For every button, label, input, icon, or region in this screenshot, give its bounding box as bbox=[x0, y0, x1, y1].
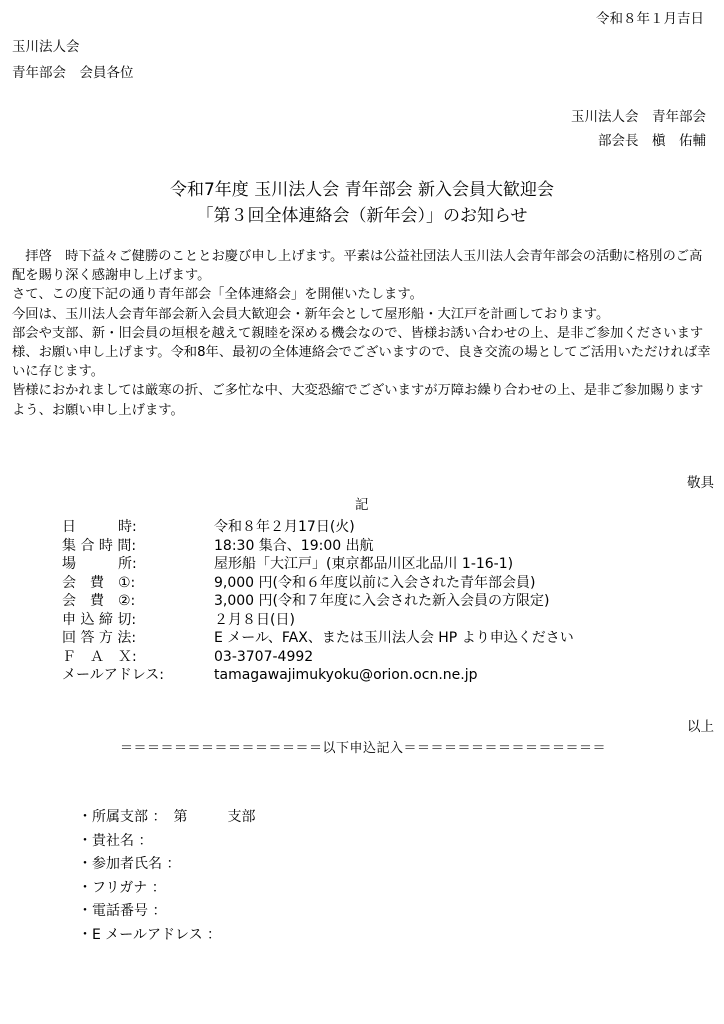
detail-row-fee-2 bbox=[62, 592, 574, 611]
form-row-branch bbox=[78, 806, 255, 830]
detail-value: 03-3707-4992 bbox=[214, 648, 314, 665]
body-paragraph: 皆様におかれましては厳寒の折、ご多忙な中、大変恐縮でございますが万障お繰り合わせの上、是非ご参加賜りますよう、お願い申し上げます。 bbox=[12, 383, 704, 418]
detail-label: 集 合 時 間: bbox=[62, 537, 137, 554]
detail-value: 令和８年２月17日(火) bbox=[214, 519, 355, 535]
detail-row-meeting-time bbox=[62, 537, 574, 556]
detail-label: 会 費 ②: bbox=[62, 593, 136, 609]
title-line-1: 令和7年度 玉川法人会 青年部会 新入会員大歓迎会 bbox=[169, 180, 555, 200]
body-paragraph: さて、この度下記の通り青年部会「全体連絡会」を開催いたします。 bbox=[12, 287, 423, 303]
detail-value: ２月８日(日) bbox=[214, 611, 295, 628]
detail-row-email bbox=[62, 666, 574, 685]
phone-label: ・電話番号 ： bbox=[78, 903, 167, 920]
closing-keigu: 敬具 bbox=[687, 475, 714, 491]
branch-suffix: 支部 bbox=[227, 809, 256, 825]
detail-value: 18:30 集合、19:00 出航 bbox=[214, 537, 374, 554]
recipient-org: 玉川法人会 bbox=[12, 39, 80, 55]
detail-label: Ｆ Ａ Ｘ: bbox=[62, 648, 137, 665]
detail-value: E メール、FAX、または玉川法人会 HP より申込ください bbox=[214, 630, 574, 646]
title-line-2: 「第３回全体連絡会（新年会）」のお知らせ bbox=[196, 206, 528, 226]
detail-label: 会 費 ①: bbox=[62, 574, 136, 591]
notice-heading: 記 bbox=[355, 497, 369, 513]
detail-row-fax bbox=[62, 648, 574, 667]
form-row-company bbox=[78, 830, 255, 854]
application-form bbox=[78, 806, 255, 948]
detail-value: tamagawajimukyoku@orion.ocn.ne.jp bbox=[214, 667, 478, 683]
detail-row-venue bbox=[62, 555, 574, 574]
form-row-phone bbox=[78, 900, 255, 924]
body-paragraph: 拝啓 時下益々ご健勝のこととお慶び申し上げます。平素は公益社団法人玉川法人会青年部会の活動に格別のご高配を賜り深く感謝申し上げます。 bbox=[12, 249, 703, 284]
detail-row-deadline bbox=[62, 611, 574, 630]
event-details bbox=[62, 518, 574, 685]
attendee-label: ・参加者氏名 ： bbox=[78, 856, 181, 873]
company-label: ・貴社名 ： bbox=[78, 832, 153, 849]
detail-label: 申 込 締 切: bbox=[62, 611, 137, 628]
detail-label: 日 時: bbox=[62, 519, 137, 535]
form-row-attendee bbox=[78, 853, 255, 877]
sender-org: 玉川法人会 青年部会 bbox=[571, 109, 706, 125]
furigana-label: ・フリガナ ： bbox=[78, 879, 166, 896]
email-label: ・E メールアドレス ： bbox=[78, 926, 222, 943]
sender-name: 部会長 槇 佑輔 bbox=[598, 133, 706, 149]
document-date: 令和８年１月吉日 bbox=[596, 11, 704, 27]
detail-label: 回 答 方 法: bbox=[62, 630, 137, 646]
detail-value: 9,000 円(令和６年度以前に入会された青年部会員) bbox=[214, 574, 536, 591]
detail-label: 場 所: bbox=[62, 556, 137, 572]
detail-row-reply-method bbox=[62, 629, 574, 648]
branch-label: ・所属支部 ： 第 bbox=[78, 809, 188, 825]
letter-body bbox=[12, 247, 714, 420]
detail-row-fee-1 bbox=[62, 574, 574, 593]
form-row-furigana bbox=[78, 877, 255, 901]
form-row-email bbox=[78, 924, 255, 948]
detail-label: メールアドレス: bbox=[62, 667, 165, 683]
detail-value: 3,000 円(令和７年度に入会された新入会員の方限定) bbox=[214, 593, 550, 609]
body-paragraph: 部会や支部、新・旧会員の垣根を越えて親睦を深める機会なので、皆様お誘い合わせの上、是非ご参加くださいます様、お願い申し上げます。令和8年、最初の全体連絡会でございますので、良き交流の場としてご活用いただければ幸いに存じます。 bbox=[12, 325, 711, 380]
detail-row-date bbox=[62, 518, 574, 537]
separator-line: ＝＝＝＝＝＝＝＝＝＝＝＝＝＝＝以下申込記入＝＝＝＝＝＝＝＝＝＝＝＝＝＝＝ bbox=[119, 741, 606, 756]
detail-value: 屋形船「大江戸」(東京都品川区北品川 1-16-1) bbox=[214, 556, 514, 572]
recipient-line: 青年部会 会員各位 bbox=[12, 65, 134, 81]
body-paragraph: 今回は、玉川法人会青年部会新入会員大歓迎会・新年会として屋形船・大江戸を計画しております。 bbox=[12, 306, 610, 322]
end-mark: 以上 bbox=[687, 719, 714, 735]
